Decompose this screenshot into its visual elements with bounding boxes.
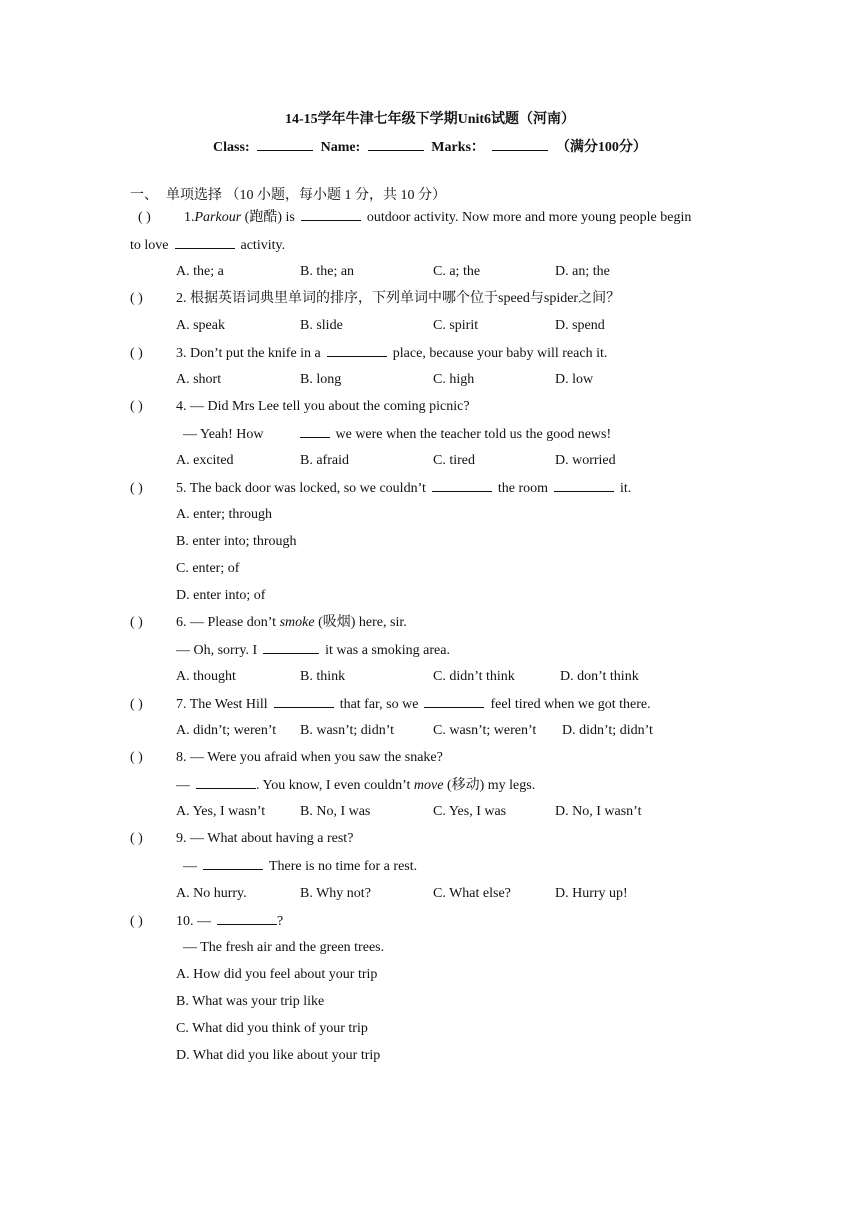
answer-blank[interactable] — [217, 912, 277, 925]
question-9-line2: — There is no time for a rest. — [183, 859, 418, 874]
answer-blank[interactable] — [263, 641, 319, 654]
section-number: 一、 — [130, 188, 158, 203]
answer-paren[interactable]: ( ) — [130, 346, 143, 361]
option-a[interactable]: A. No hurry. — [176, 886, 247, 901]
answer-blank[interactable] — [196, 776, 256, 789]
answer-blank[interactable] — [175, 236, 235, 249]
question-6-line2: — Oh, sorry. I it was a smoking area. — [176, 643, 450, 658]
option-d[interactable]: D. What did you like about your trip — [176, 1048, 381, 1063]
name-blank[interactable] — [368, 140, 424, 151]
name-label: Name: — [320, 140, 361, 155]
question-9: ( ) 9. — What about having a rest? — [130, 831, 354, 846]
option-c[interactable]: C. spirit — [433, 318, 479, 333]
answer-paren[interactable]: ( ) — [138, 210, 151, 225]
answer-blank[interactable] — [274, 695, 334, 708]
option-d[interactable]: D. Hurry up! — [555, 886, 628, 901]
section-title-text: 单项选择 （10 小题，每小题 1 分，共 10 分） — [166, 188, 446, 203]
class-blank[interactable] — [257, 140, 313, 151]
option-b[interactable]: B. long — [300, 372, 342, 387]
answer-paren[interactable]: ( ) — [130, 750, 143, 765]
question-1: ( ) 1.Parkour (跑酷) is outdoor activity. Now more and more young people begin — [138, 210, 692, 225]
full-score: （满分100分） — [555, 140, 647, 155]
answer-paren[interactable]: ( ) — [130, 697, 143, 712]
answer-paren[interactable]: ( ) — [130, 291, 143, 306]
option-d[interactable]: D. No, I wasn’t — [555, 804, 642, 819]
option-a[interactable]: A. the; a — [176, 264, 224, 279]
option-b[interactable]: B. What was your trip like — [176, 994, 325, 1009]
option-a[interactable]: A. enter; through — [176, 507, 273, 522]
italic-term: smoke — [279, 615, 315, 630]
answer-blank[interactable] — [424, 695, 484, 708]
answer-blank[interactable] — [203, 857, 263, 870]
question-5: ( ) 5. The back door was locked, so we couldn’t the room it. — [130, 481, 632, 496]
option-c[interactable]: C. didn’t think — [433, 669, 515, 684]
question-4-line2: — Yeah! How we were when the teacher told us the good news! — [183, 427, 612, 442]
section-heading — [130, 184, 446, 204]
answer-blank[interactable] — [432, 479, 492, 492]
option-d[interactable]: D. an; the — [555, 264, 610, 279]
option-b[interactable]: B. afraid — [300, 453, 349, 468]
question-10: ( ) 10. — ? — [130, 914, 284, 929]
answer-paren[interactable]: ( ) — [130, 399, 143, 414]
italic-term: Parkour — [194, 210, 242, 225]
question-3: ( ) 3. Don’t put the knife in a place, because your baby will reach it. — [130, 346, 608, 361]
option-b[interactable]: B. wasn’t; didn’t — [300, 723, 394, 738]
option-b[interactable]: B. slide — [300, 318, 343, 333]
option-b[interactable]: B. think — [300, 669, 346, 684]
question-2: ( ) 2. 根据英语词典里单词的排序，下列单词中哪个位于speed与spider之间？ — [130, 291, 621, 306]
question-10-line2: — The fresh air and the green trees. — [183, 940, 385, 955]
option-a[interactable]: A. excited — [176, 453, 234, 468]
option-d[interactable]: D. didn’t; didn’t — [562, 723, 653, 738]
option-b[interactable]: B. No, I was — [300, 804, 371, 819]
class-label: Class: — [213, 140, 250, 155]
option-b[interactable]: B. enter into; through — [176, 534, 297, 549]
answer-blank[interactable] — [327, 344, 387, 357]
option-c[interactable]: C. tired — [433, 453, 475, 468]
italic-term: move — [413, 778, 444, 793]
question-8: ( ) 8. — Were you afraid when you saw the snake? — [130, 750, 443, 765]
option-c[interactable]: C. Yes, I was — [433, 804, 507, 819]
student-info-line — [0, 136, 860, 156]
option-d[interactable]: D. enter into; of — [176, 588, 266, 603]
option-d[interactable]: D. don’t think — [560, 669, 639, 684]
option-a[interactable]: A. speak — [176, 318, 225, 333]
option-c[interactable]: C. enter; of — [176, 561, 240, 576]
option-b[interactable]: B. the; an — [300, 264, 355, 279]
option-c[interactable]: C. a; the — [433, 264, 481, 279]
option-a[interactable]: A. How did you feel about your trip — [176, 967, 378, 982]
option-a[interactable]: A. short — [176, 372, 222, 387]
answer-paren[interactable]: ( ) — [130, 831, 143, 846]
document-title: 14-15学年牛津七年级下学期Unit6试题（河南） — [284, 112, 576, 127]
answer-paren[interactable]: ( ) — [130, 914, 143, 929]
option-a[interactable]: A. Yes, I wasn’t — [176, 804, 266, 819]
option-d[interactable]: D. low — [555, 372, 594, 387]
question-4: ( ) 4. — Did Mrs Lee tell you about the coming picnic? — [130, 399, 470, 414]
question-8-line2: — . You know, I even couldn’t move (移动) my legs. — [176, 778, 536, 793]
answer-paren[interactable]: ( ) — [130, 615, 143, 630]
option-d[interactable]: D. worried — [555, 453, 616, 468]
option-c[interactable]: C. What did you think of your trip — [176, 1021, 368, 1036]
option-a[interactable]: A. thought — [176, 669, 236, 684]
question-6: ( ) 6. — Please don’t smoke (吸烟) here, sir. — [130, 615, 407, 630]
option-c[interactable]: C. high — [433, 372, 475, 387]
marks-label: Marks： — [431, 140, 485, 155]
answer-paren[interactable]: ( ) — [130, 481, 143, 496]
option-b[interactable]: B. Why not? — [300, 886, 371, 901]
marks-blank[interactable] — [492, 140, 548, 151]
answer-blank[interactable] — [554, 479, 614, 492]
question-7: ( ) 7. The West Hill that far, so we feel tired when we got there. — [130, 697, 651, 712]
option-c[interactable]: C. wasn’t; weren’t — [433, 723, 537, 738]
answer-blank[interactable] — [300, 425, 330, 438]
answer-blank[interactable] — [301, 208, 361, 221]
question-1-line2: to love activity. — [130, 238, 286, 253]
option-d[interactable]: D. spend — [555, 318, 605, 333]
option-a[interactable]: A. didn’t; weren’t — [176, 723, 277, 738]
option-c[interactable]: C. What else? — [433, 886, 511, 901]
